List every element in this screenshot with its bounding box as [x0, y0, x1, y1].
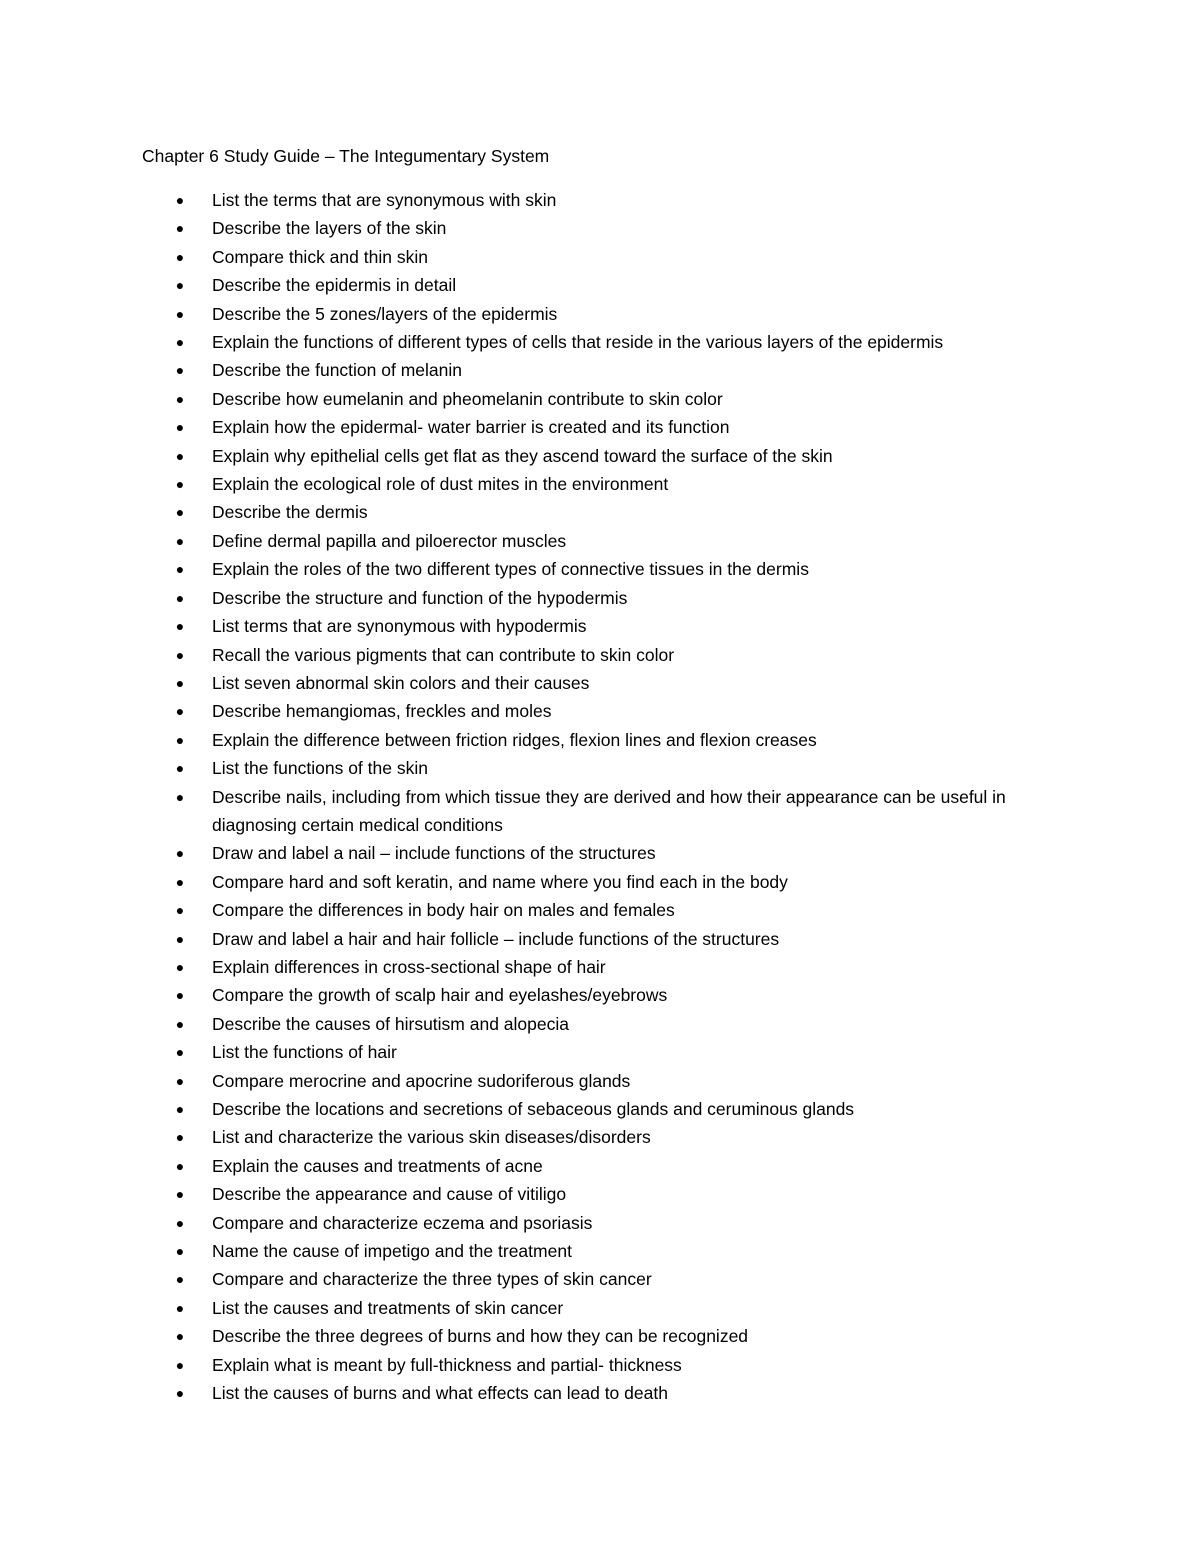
list-item — [0, 527, 1200, 555]
bullet-icon: ● — [175, 760, 185, 777]
bullet-icon: ● — [175, 902, 185, 919]
list-item-text: Describe the causes of hirsutism and alopecia — [212, 1013, 569, 1034]
list-item-text: Compare and characterize eczema and psoriasis — [212, 1212, 593, 1233]
list-item — [0, 726, 1200, 754]
list-item — [0, 1322, 1200, 1350]
bullet-icon: ● — [175, 618, 185, 635]
bullet-icon: ● — [175, 1044, 185, 1061]
list-item — [0, 413, 1200, 441]
bullet-icon: ● — [175, 362, 185, 379]
list-item-text: Draw and label a hair and hair follicle – include functions of the structures — [212, 928, 780, 949]
bullet-icon: ● — [175, 845, 185, 862]
list-item-text: Describe the epidermis in detail — [212, 275, 457, 296]
list-item — [0, 271, 1200, 299]
bullet-icon: ● — [175, 1186, 185, 1203]
list-item-text: Draw and label a nail – include functions of the structures — [212, 843, 656, 864]
bullet-icon: ● — [175, 1243, 185, 1260]
list-item — [0, 981, 1200, 1009]
list-item — [0, 186, 1200, 214]
bullet-icon: ● — [175, 476, 185, 493]
list-item-text: Compare the growth of scalp hair and eyelashes/eyebrows — [212, 985, 668, 1006]
list-item — [0, 1123, 1200, 1151]
list-item — [0, 442, 1200, 470]
list-item — [0, 1237, 1200, 1265]
list-item-text: Describe the locations and secretions of sebaceous glands and ceruminous glands — [212, 1099, 855, 1119]
list-item — [0, 498, 1200, 526]
list-item-text: Describe the appearance and cause of vitiligo — [212, 1184, 567, 1205]
bullet-icon: ● — [175, 646, 185, 663]
objectives-list — [0, 186, 1200, 1407]
list-item-text: List the terms that are synonymous with skin — [212, 190, 557, 210]
list-item-text: Describe the layers of the skin — [212, 218, 447, 239]
bullet-icon: ● — [175, 561, 185, 578]
list-item — [0, 612, 1200, 640]
bullet-icon: ● — [175, 788, 185, 805]
list-item-text: Describe the 5 zones/layers of the epidermis — [212, 303, 558, 324]
bullet-icon: ● — [175, 220, 185, 237]
list-item-text: List terms that are synonymous with hypodermis — [212, 616, 587, 637]
bullet-icon: ● — [175, 504, 185, 521]
bullet-icon: ● — [175, 390, 185, 407]
list-item-text: List the causes of burns and what effects can lead to death — [212, 1383, 668, 1404]
list-item — [0, 669, 1200, 697]
bullet-icon: ● — [175, 1356, 185, 1373]
bullet-icon: ● — [175, 958, 185, 975]
list-item-text: Compare merocrine and apocrine sudoriferous glands — [212, 1070, 631, 1091]
list-item — [0, 555, 1200, 583]
list-item — [0, 953, 1200, 981]
bullet-icon: ● — [175, 1328, 185, 1345]
list-item-text: Name the cause of impetigo and the treatment — [212, 1241, 572, 1262]
bullet-icon: ● — [175, 1101, 185, 1117]
list-item — [0, 385, 1200, 413]
list-item-text: Explain how the epidermal- water barrier is created and its function — [212, 417, 730, 438]
list-item — [0, 243, 1200, 271]
bullet-icon: ● — [175, 447, 185, 464]
list-item-text: Explain the roles of the two different types of connective tissues in the dermis — [212, 559, 809, 580]
list-item-text: Explain why epithelial cells get flat as they ascend toward the surface of the skin — [212, 445, 833, 466]
bullet-icon: ● — [175, 1299, 185, 1316]
list-item-text: List seven abnormal skin colors and their causes — [212, 672, 590, 693]
list-item — [0, 356, 1200, 384]
list-item-text: Describe the structure and function of the hypodermis — [212, 587, 628, 608]
list-item — [0, 1294, 1200, 1322]
list-item-text: Describe the dermis — [212, 502, 368, 523]
list-item — [0, 1038, 1200, 1066]
bullet-icon: ● — [175, 1072, 185, 1089]
list-item — [0, 1180, 1200, 1208]
list-item-text: Describe the three degrees of burns and how they can be recognized — [212, 1326, 749, 1347]
page-title: Chapter 6 Study Guide – The Integumentary System — [142, 146, 550, 166]
list-item — [0, 925, 1200, 953]
bullet-icon: ● — [175, 873, 185, 890]
list-item-text: List the functions of the skin — [212, 758, 428, 779]
list-item — [0, 470, 1200, 498]
bullet-icon: ● — [175, 589, 185, 606]
list-item-text: Define dermal papilla and piloerector muscles — [212, 530, 567, 551]
list-item-text: Compare hard and soft keratin, and name where you find each in the body — [212, 871, 788, 892]
bullet-icon: ● — [175, 1129, 185, 1146]
list-item — [0, 697, 1200, 725]
list-item — [0, 783, 1200, 840]
list-item — [0, 214, 1200, 242]
bullet-icon: ● — [175, 1271, 185, 1288]
bullet-icon: ● — [175, 1157, 185, 1174]
list-item-text: Describe nails, including from which tissue they are derived and how their appearance can be useful in diagnosing certain medical conditions — [212, 786, 1006, 835]
bullet-icon: ● — [175, 305, 185, 322]
list-item-text: List and characterize the various skin diseases/disorders — [212, 1127, 651, 1148]
list-item-text: Compare thick and thin skin — [212, 246, 428, 267]
list-item-text: List the functions of hair — [212, 1042, 397, 1063]
list-item — [0, 641, 1200, 669]
list-item-text: Explain what is meant by full-thickness and partial- thickness — [212, 1354, 682, 1375]
bullet-icon: ● — [175, 987, 185, 1004]
bullet-icon: ● — [175, 1385, 185, 1402]
list-item-text: Explain the difference between friction ridges, flexion lines and flexion creases — [212, 729, 817, 750]
list-item-text: Compare the differences in body hair on males and females — [212, 900, 675, 921]
list-item — [0, 328, 1200, 356]
bullet-icon: ● — [175, 277, 185, 294]
bullet-icon: ● — [175, 674, 185, 691]
bullet-icon: ● — [175, 334, 185, 351]
list-item — [0, 1067, 1200, 1095]
bullet-icon: ● — [175, 930, 185, 947]
list-item-text: Recall the various pigments that can contribute to skin color — [212, 644, 675, 665]
list-item — [0, 1379, 1200, 1407]
list-item — [0, 1095, 1200, 1123]
list-item — [0, 1010, 1200, 1038]
list-item-text: Explain the ecological role of dust mites in the environment — [212, 474, 669, 495]
list-item-text: Explain the causes and treatments of acne — [212, 1155, 543, 1176]
list-item-text: Explain the functions of different types of cells that reside in the various layers of the epidermis — [212, 332, 944, 353]
list-item — [0, 300, 1200, 328]
list-item — [0, 1152, 1200, 1180]
list-item-text: Describe how eumelanin and pheomelanin contribute to skin color — [212, 388, 723, 409]
list-item — [0, 584, 1200, 612]
list-item-text: Describe the function of melanin — [212, 360, 462, 381]
list-item — [0, 1209, 1200, 1237]
list-item-text: Describe hemangiomas, freckles and moles — [212, 701, 552, 722]
list-item — [0, 1265, 1200, 1293]
list-item-text: Compare and characterize the three types of skin cancer — [212, 1269, 652, 1290]
bullet-icon: ● — [175, 703, 185, 720]
bullet-icon: ● — [175, 1214, 185, 1231]
list-item — [0, 868, 1200, 896]
bullet-icon: ● — [175, 248, 185, 265]
bullet-icon: ● — [175, 192, 185, 208]
list-item — [0, 1351, 1200, 1379]
list-item — [0, 896, 1200, 924]
list-item — [0, 754, 1200, 782]
list-item — [0, 839, 1200, 867]
list-item-text: Explain differences in cross-sectional shape of hair — [212, 956, 606, 977]
list-item-text: List the causes and treatments of skin cancer — [212, 1297, 564, 1318]
bullet-icon: ● — [175, 419, 185, 436]
bullet-icon: ● — [175, 532, 185, 549]
bullet-icon: ● — [175, 1015, 185, 1032]
bullet-icon: ● — [175, 731, 185, 748]
